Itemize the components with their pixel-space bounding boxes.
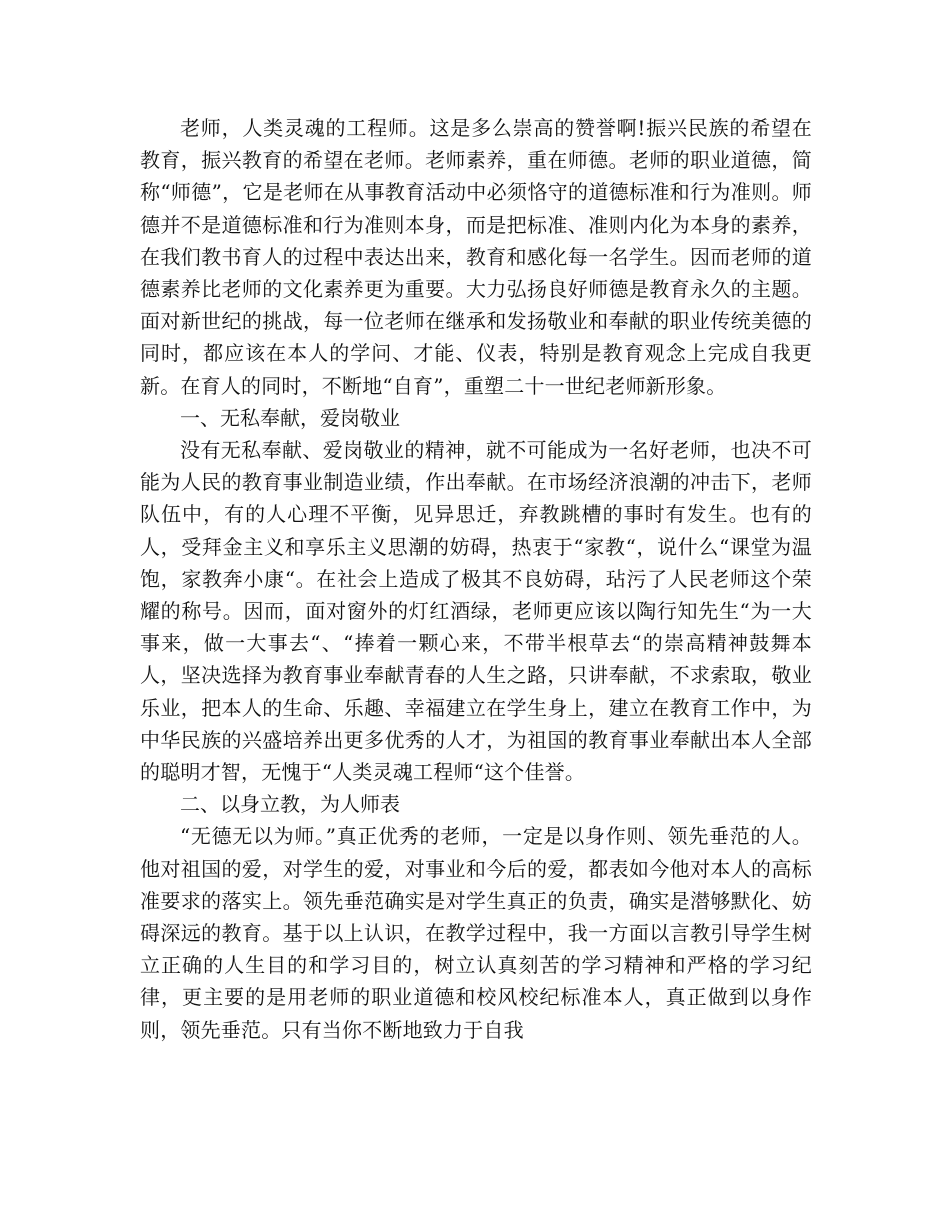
section-heading-2: 二、以身立教，为人师表 xyxy=(180,792,400,817)
paragraph-section-2: “无德无以为师。”真正优秀的老师，一定是以身作则、领先垂范的人。他对祖国的爱，对学生的爱，对事业和今后的爱，都表如今他对本人的高标准要求的落实上。领先垂范确实是对学生真正的负责，确实是潜够默化、妨碍深远的教育。基于以上认识，在教学过程中，我一方面以言教引导学生树立正确的人生目的和学习目的，树立认真刻苦的学习精神和严格的学习纪律，更主要的是用老师的职业道德和校风校纪标准本人，真正做到以身作则，领先垂范。只有当你不断地致力于自我 xyxy=(140,824,812,1042)
document-page xyxy=(140,112,812,1046)
section-heading-1: 一、无私奉献，爱岗敬业 xyxy=(180,405,400,430)
paragraph-section-1: 没有无私奉献、爱岗敬业的精神，就不可能成为一名好老师，也决不可能为人民的教育事业制造业绩，作出奉献。在市场经济浪潮的冲击下，老师队伍中，有的人心理不平衡，见异思迁，弃教跳槽的事时有发生。也有的人，受拜金主义和享乐主义思潮的妨碍，热衷于“家教“，说什么“课堂为温饱，家教奔小康“。在社会上造成了极其不良妨碍，玷污了人民老师这个荣耀的称号。因而，面对窗外的灯红酒绿，老师更应该以陶行知先生“为一大事来，做一大事去“、“捧着一颗心来，不带半根草去“的崇高精神鼓舞本人，坚决选择为教育事业奉献青春的人生之路，只讲奉献，不求索取，敬业乐业，把本人的生命、乐趣、幸福建立在学生身上，建立在教育工作中，为中华民族的兴盛培养出更多优秀的人才，为祖国的教育事业奉献出本人全部的聪明才智，无愧于“人类灵魂工程师“这个佳誉。 xyxy=(140,438,812,785)
paragraph-intro: 老师，人类灵魂的工程师。这是多么崇高的赞誉啊!振兴民族的希望在教育，振兴教育的希望在老师。老师素养，重在师德。老师的职业道德，简称“师德”，它是老师在从事教育活动中必须恪守的道德标准和行为准则。师德并不是道德标准和行为准则本身，而是把标准、准则内化为本身的素养，在我们教书育人的过程中表达出来，教育和感化每一名学生。因而老师的道德素养比老师的文化素养更为重要。大力弘扬良好师德是教育永久的主题。面对新世纪的挑战，每一位老师在继承和发扬敬业和奉献的职业传统美德的同时，都应该在本人的学问、才能、仪表，特别是教育观念上完成自我更新。在育人的同时，不断地“自育”，重塑二十一世纪老师新形象。 xyxy=(140,116,812,398)
